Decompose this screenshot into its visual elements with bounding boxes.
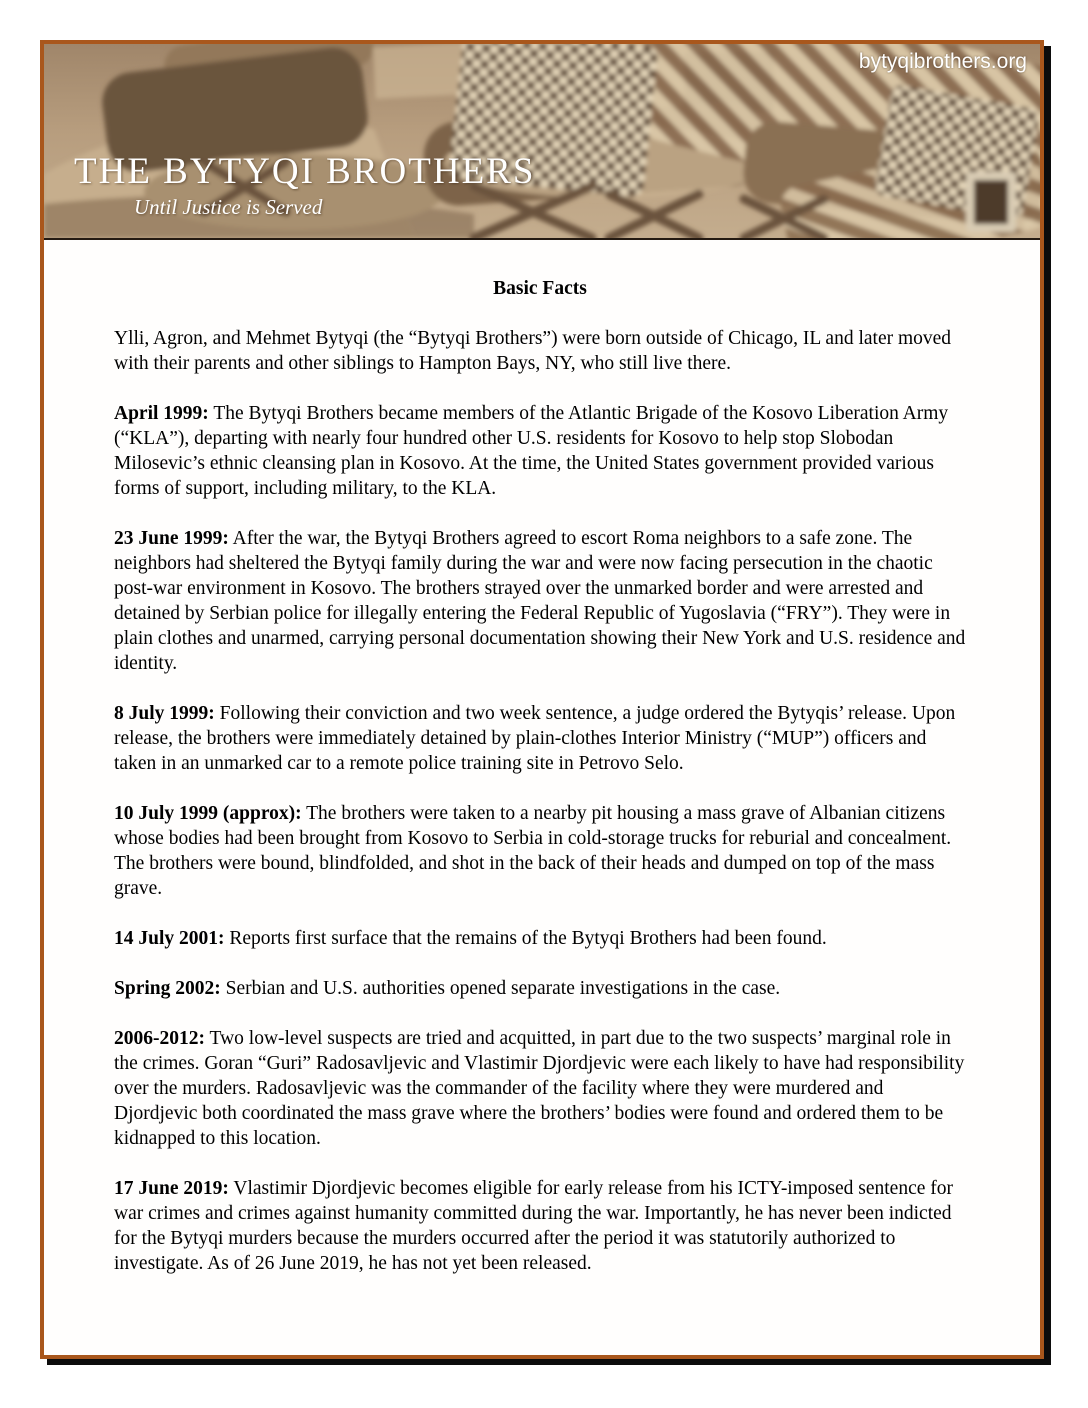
entry-text: Two low-level suspects are tried and acquitted, in part due to the two suspects’ marginal role in the crimes. Goran “Guri” Radosavljevic and Vlastimir Djordjevic were each likely to have had responsibility over the murders. Radosavljevic was the commander of the facility where they were murdered and Djordjevic both coordinated the mass grave where the brothers’ bodies were found and ordered them to be kidnapped to this location. [114,1028,965,1149]
banner-titles [74,152,535,219]
entry-date: 23 June 1999: [114,528,229,549]
entry-text: Vlastimir Djordjevic becomes eligible for early release from his ICTY-imposed sentence for war crimes and crimes against humanity committed during the war. Importantly, he has never been indicted for the Bytyqi murders because the murders occurred after the period it was statutorily authorized to investigate. As of 26 June 2019, he has not yet been released. [114,1178,954,1274]
entry-date: April 1999: [114,403,209,424]
document-page [40,40,1044,1359]
site-url-text: bytyqibrothers.org [858,50,1027,73]
timeline-entry-april-1999 [114,401,966,501]
intro-paragraph [114,326,966,376]
intro-text: Ylli, Agron, and Mehmet Bytyqi (the “Bytyqi Brothers”) were born outside of Chicago, IL and later moved with their parents and other siblings to Hampton Bays, NY, who still live there. [114,328,952,374]
entry-text: After the war, the Bytyqi Brothers agreed to escort Roma neighbors to a safe zone. The neighbors had sheltered the Bytyqi family during the war and were now facing persecution in the chaotic post-war environment in Kosovo. The brothers strayed over the unmarked border and were arrested and detained by Serbian police for illegally entering the Federal Republic of Yugoslavia (“FRY”). They were in plain clothes and unarmed, carrying personal documentation showing their New York and U.S. residence and identity. [114,528,966,674]
timeline-entry-23-june-1999 [114,526,966,676]
entry-text: The brothers were taken to a nearby pit housing a mass grave of Albanian citizens whose bodies had been brought from Kosovo to Serbia in cold-storage trucks for reburial and concealment. The brothers were bound, blindfolded, and shot in the back of their heads and dumped on top of the mass grave. [114,803,952,899]
entry-date: 10 July 1999 (approx): [114,803,302,824]
entry-date: Spring 2002: [114,978,221,999]
banner-title: THE BYTYQI BROTHERS [74,151,536,192]
entry-text: The Bytyqi Brothers became members of the Atlantic Brigade of the Kosovo Liberation Army (“KLA”), departing with nearly four hundred other U.S. residents for Kosovo to help stop Slobodan Milosevic’s ethnic cleansing plan in Kosovo. At the time, the United States government provided various forms of support, including military, to the KLA. [114,403,949,499]
entry-text: Reports first surface that the remains of the Bytyqi Brothers had been found. [224,928,827,949]
timeline-entry-spring-2002 [114,976,966,1001]
entry-text: Following their conviction and two week sentence, a judge ordered the Bytyqis’ release. Upon release, the brothers were immediately detained by plain-clothes Interior Ministry (“MUP”) officers and taken in an unmarked car to a remote police training site in Petrovo Selo. [114,703,956,774]
entry-date: 2006-2012: [114,1028,205,1049]
entry-date: 17 June 2019: [114,1178,229,1199]
timeline-entry-10-july-1999 [114,801,966,901]
document-content [44,240,1040,1276]
basic-facts-heading: Basic Facts [493,278,587,299]
timeline-entry-17-june-2019 [114,1176,966,1276]
timeline-entry-2006-2012 [114,1026,966,1151]
entry-date: 14 July 2001: [114,928,225,949]
timeline-entry-14-july-2001 [114,926,966,951]
entry-date: 8 July 1999: [114,703,215,724]
banner-subtitle: Until Justice is Served [134,195,323,219]
timeline-entry-8-july-1999 [114,701,966,776]
entry-text: Serbian and U.S. authorities opened separate investigations in the case. [220,978,781,999]
banner [44,44,1040,240]
